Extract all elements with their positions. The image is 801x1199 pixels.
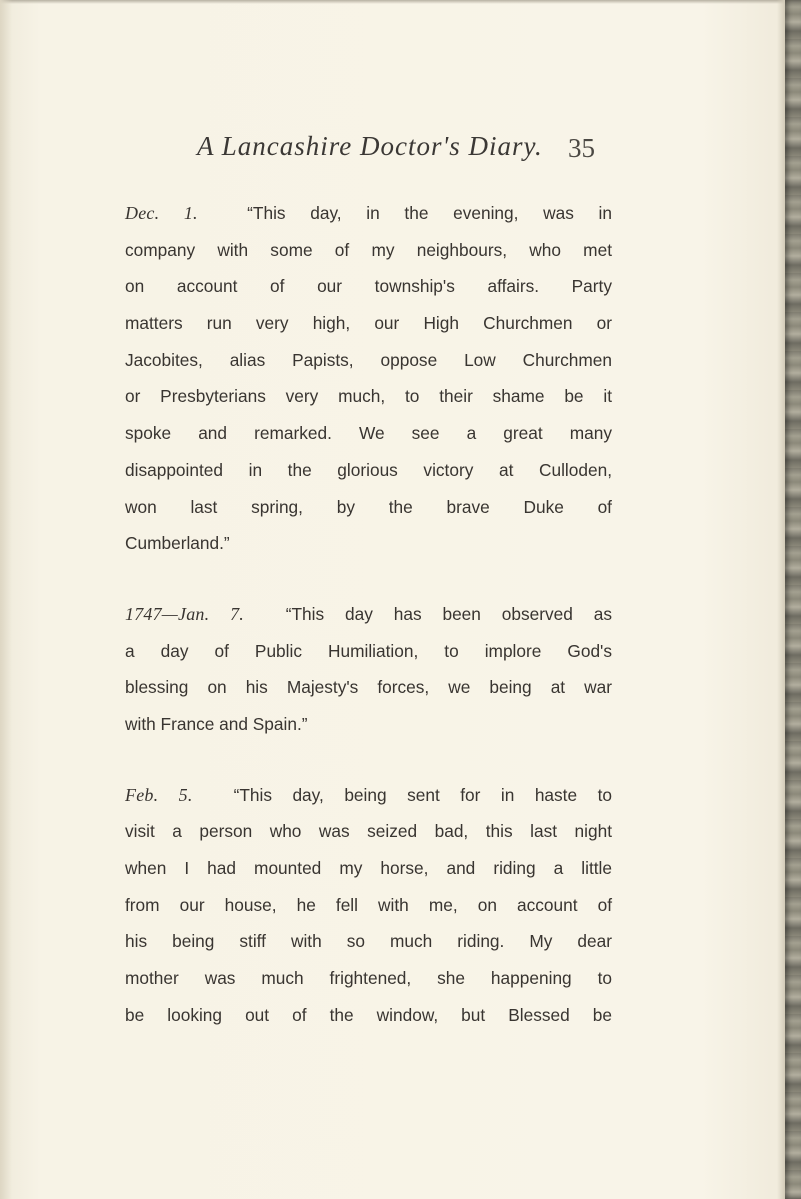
diary-entry: [125, 596, 612, 743]
diary-entry: [125, 777, 612, 1034]
entry-first-line: [125, 596, 612, 633]
text-line: Cumberland.”: [125, 533, 230, 554]
page-left-shadow: [0, 0, 12, 1199]
diary-text: [125, 195, 612, 1067]
text-line: be looking out of the window, but Blessed be: [125, 1004, 612, 1025]
page-header: [0, 131, 801, 171]
entry-first-line: [125, 777, 612, 814]
text-line: won last spring, by the brave Duke of: [125, 496, 612, 517]
text-line: on account of our township's affairs. Party: [125, 276, 612, 297]
entry-date: Dec. 1.: [125, 203, 198, 223]
text-line: a day of Public Humiliation, to implore God's: [125, 640, 612, 661]
text-line: disappointed in the glorious victory at Culloden,: [125, 459, 612, 480]
diary-entry: [125, 195, 612, 562]
text-line: spoke and remarked. We see a great many: [125, 423, 612, 444]
entry-first-line-text: “This day has been observed as: [285, 603, 612, 624]
text-line: his being stiff with so much riding. My dear: [125, 931, 612, 952]
page-gutter-shadow: [777, 0, 785, 1199]
text-line: mother was much frightened, she happening to: [125, 968, 612, 989]
page-number: 35: [568, 133, 595, 163]
book-spine: [785, 0, 801, 1199]
running-title: A Lancashire Doctor's Diary.: [197, 131, 543, 161]
entry-first-line-text: “This day, being sent for in haste to: [233, 784, 612, 805]
entry-first-line: [125, 195, 612, 232]
text-line: from our house, he fell with me, on account of: [125, 894, 612, 915]
page-top-edge: [0, 0, 785, 4]
text-line: blessing on his Majesty's forces, we being at war: [125, 677, 612, 698]
text-line: matters run very high, our High Churchmen or: [125, 313, 612, 334]
text-line: with France and Spain.”: [125, 713, 308, 734]
text-line: when I had mounted my horse, and riding a little: [125, 858, 612, 878]
entry-first-line-text: “This day, in the evening, was in: [247, 203, 612, 223]
text-line: or Presbyterians very much, to their shame be it: [125, 386, 612, 407]
entry-date: Feb. 5.: [125, 784, 193, 805]
entry-date: 1747—Jan. 7.: [125, 603, 244, 624]
text-line: visit a person who was seized bad, this last night: [125, 821, 612, 842]
text-line: company with some of my neighbours, who met: [125, 239, 612, 260]
text-line: Jacobites, alias Papists, oppose Low Churchmen: [125, 349, 612, 370]
